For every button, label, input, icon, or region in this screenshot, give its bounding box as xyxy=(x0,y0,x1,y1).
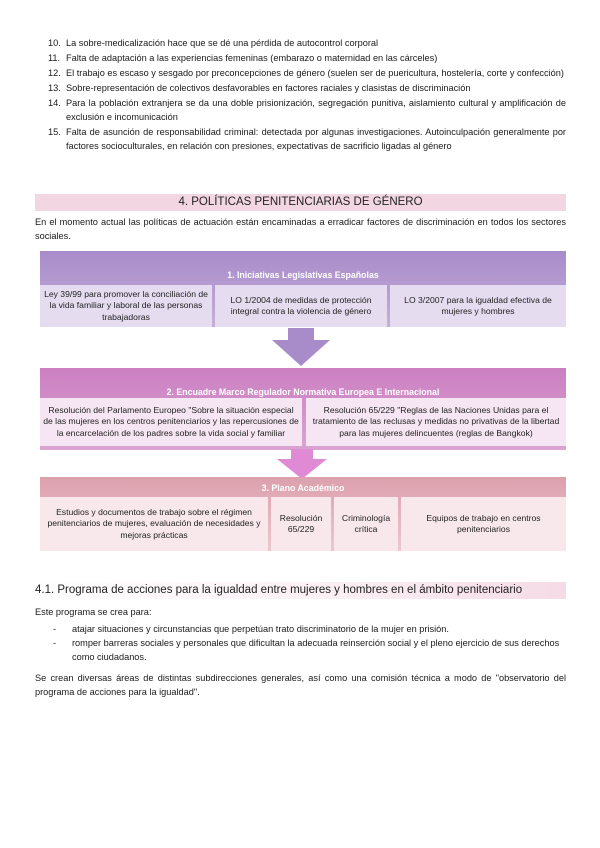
block-1-item: Ley 39/99 para promover la conciliación de la vida familiar y laboral de las personas trabajadoras xyxy=(40,285,212,327)
bullet-dash-icon: - xyxy=(53,638,57,648)
block-2-item: Resolución del Parlamento Europeo "Sobre la situación especial de las mujeres en los centros penitenciarios y las repercusiones de la encarcelación de los padres sobre la vida social y familiar xyxy=(40,398,302,446)
list-item: 14. Para la población extranjera se da una doble prisionización, segregación punitiva, aislamiento cultural y amplificación de exclusión e incomunicación xyxy=(48,98,566,122)
list-item: 13. Sobre-representación de colectivos desfavorables en factores raciales y clasistas de discriminación xyxy=(48,83,471,93)
arrow-down-icon xyxy=(277,449,327,479)
block-2-item: Resolución 65/229 "Reglas de las Naciones Unidas para el tratamiento de las reclusas y medidas no privativas de la libertad para las mujeres delincuentes (reglas de Bangkok) xyxy=(306,398,566,446)
closing-paragraph: Se crean diversas áreas de distintas subdirecciones generales, así como una comisión técnica a modo de "observatorio del programa de acciones para la igualdad". xyxy=(35,673,566,697)
block-3-title: 3. Plano Académico xyxy=(261,483,345,493)
block-2-title: 2. Encuadre Marco Regulador Normativa Europea E Internacional xyxy=(166,387,440,397)
list-item: - atajar situaciones y circunstancias que perpetúan trato discriminatorio de la mujer en prisión. xyxy=(53,624,449,634)
list-item: 11. Falta de adaptación a las experiencias femeninas (embarazo o maternidad en las cárceles) xyxy=(48,53,438,63)
numbered-list xyxy=(48,36,566,154)
block-3-item: Resolución 65/229 xyxy=(271,497,331,551)
block-1-item: LO 3/2007 para la igualdad efectiva de mujeres y hombres xyxy=(390,285,566,327)
list-item: 12. El trabajo es escaso y sesgado por preconcepciones de género (suelen ser de puericultura, hostelería, corte y confección) xyxy=(48,68,564,78)
block-3-item: Criminología crítica xyxy=(334,497,398,551)
list-item: 10. La sobre-medicalización hace que se dé una pérdida de autocontrol corporal xyxy=(48,38,379,48)
section-heading: 4. POLÍTICAS PENITENCIARIAS DE GÉNERO xyxy=(35,194,566,211)
block-3-item: Equipos de trabajo en centros penitenciarios xyxy=(401,497,566,551)
block-1-title: 1. Iniciativas Legislativas Españolas xyxy=(227,270,379,280)
bullet-dash-icon: - xyxy=(53,624,57,634)
list-item: 15. Falta de asunción de responsabilidad criminal: detectada por algunas investigaciones. Autoinculpación generalmente por factores socioculturales, en relación con presiones, expectativas de sacrificio ligadas al género xyxy=(48,127,566,151)
block-3-item: Estudios y documentos de trabajo sobre el régimen penitenciarios de mujeres, evaluación de necesidades y mejoras prácticas xyxy=(40,497,268,551)
arrow-down-icon xyxy=(272,328,330,366)
program-intro: Este programa se crea para: xyxy=(35,607,152,617)
intro-paragraph: En el momento actual las políticas de actuación están encaminadas a erradicar factores de discriminación en todos los sectores sociales. xyxy=(35,217,566,241)
list-item: - romper barreras sociales y personales que dificultan la adecuada reinserción social y el pleno ejercicio de sus derechos como ciudadanos. xyxy=(53,638,560,662)
subsection-heading: 4.1. Programa de acciones para la igualdad entre mujeres y hombres en el ámbito penitenciario xyxy=(35,582,566,599)
block-1-item: LO 1/2004 de medidas de protección integral contra la violencia de género xyxy=(215,285,387,327)
